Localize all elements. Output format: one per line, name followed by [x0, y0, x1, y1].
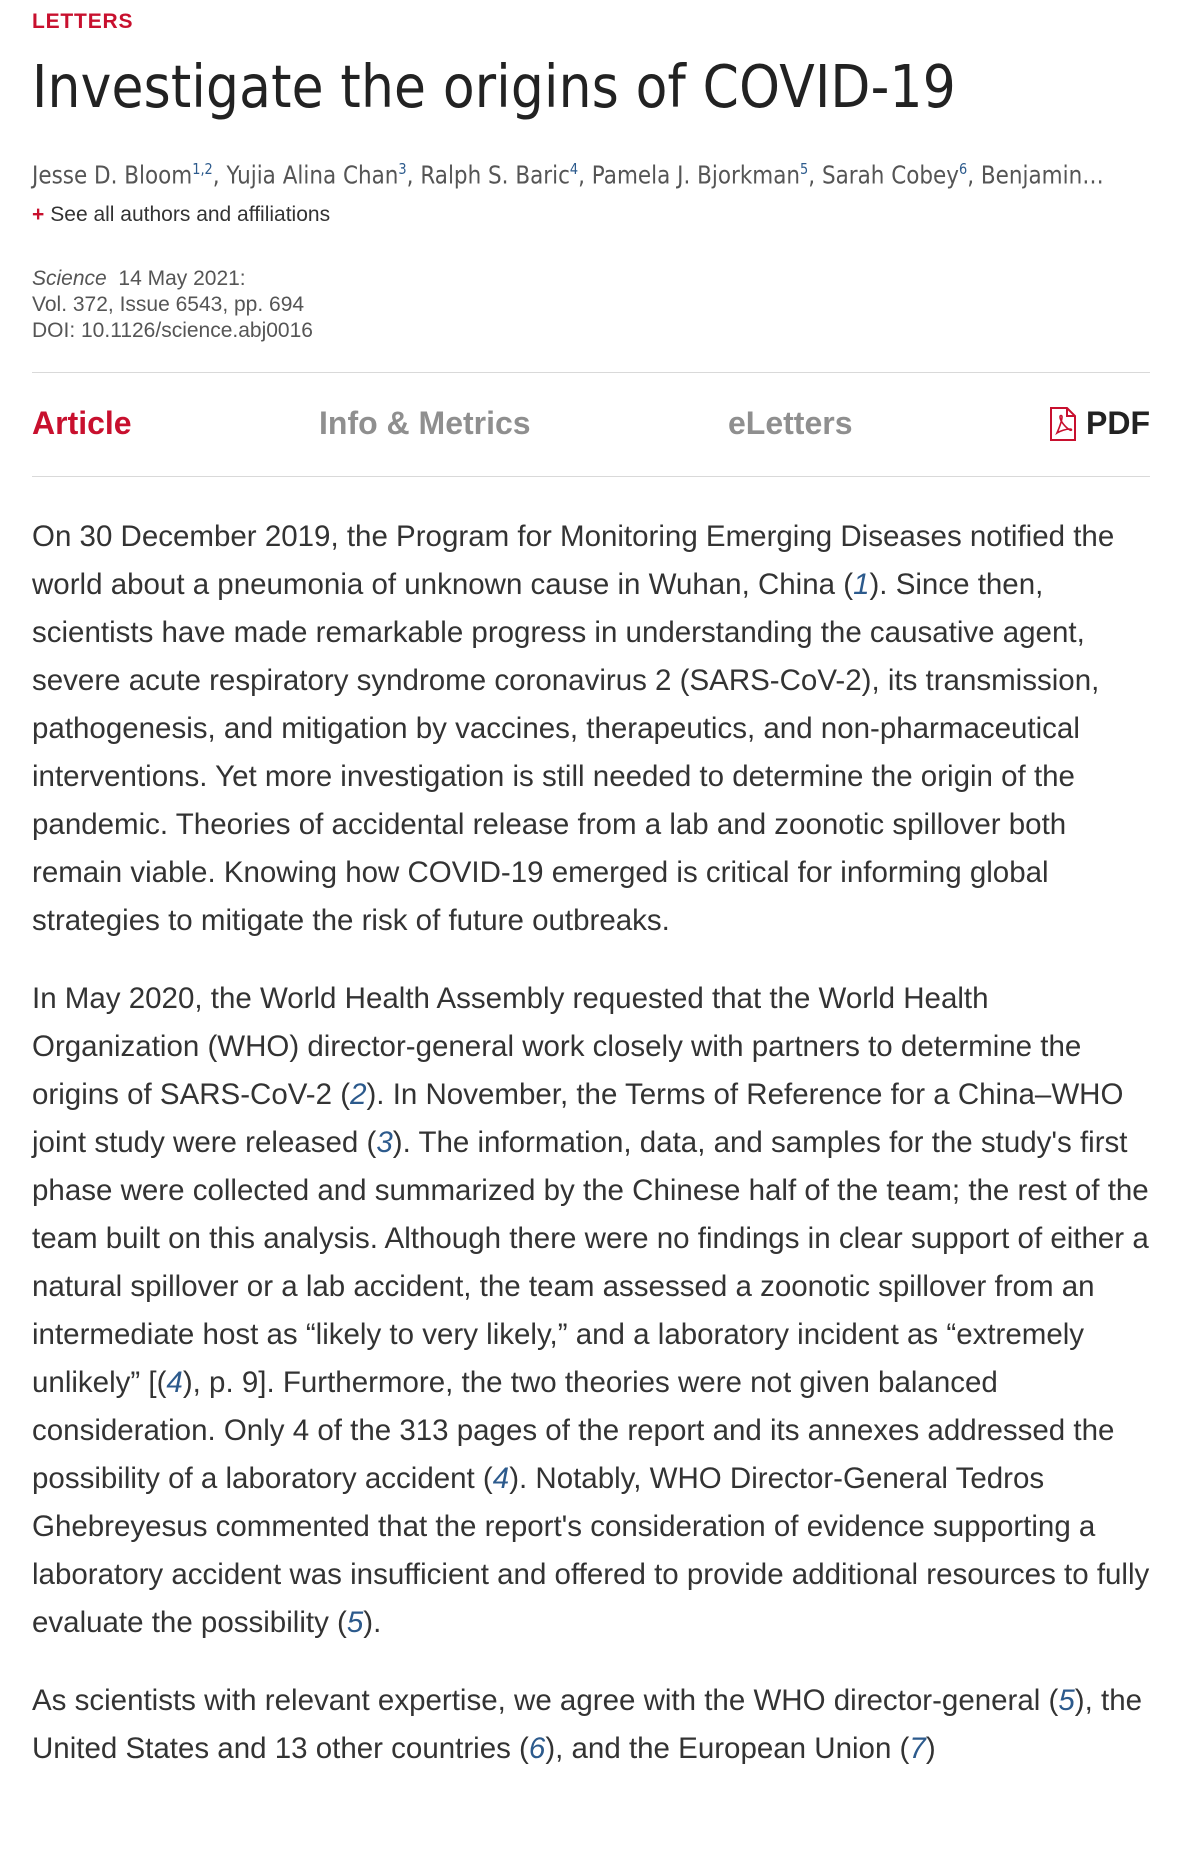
body-paragraph: [32, 513, 1157, 945]
paragraph-text: As scientists with relevant expertise, we agree with the WHO director-general (: [32, 1684, 1059, 1717]
reference-link[interactable]: 7: [909, 1732, 926, 1765]
reference-link[interactable]: 4: [492, 1462, 510, 1495]
affiliation-number[interactable]: 6: [959, 160, 968, 178]
reference-link[interactable]: 4: [166, 1366, 183, 1399]
article-body: [32, 513, 1157, 1803]
author-name[interactable]: Jesse D. Bloom: [32, 160, 193, 190]
tab-eletters[interactable]: eLetters: [728, 405, 853, 441]
journal-name: Science: [32, 267, 107, 290]
paragraph-text: In May 2020, the World Health Assembly requested that the World Health Organization (WHO) director-general work closely with partners to determine the origins of SARS-CoV-2 (: [32, 982, 1082, 1111]
affiliation-number[interactable]: 1,2: [192, 160, 213, 178]
paragraph-text: ). Since then, scientists have made remarkable progress in understanding the causative agent, severe acute respiratory syndrome coronavirus 2 (SARS-CoV-2), its transmission, pathogenesis, and mitigation by vaccines, therapeutics, and non-pharmaceutical interventions. Yet more investigation is still needed to determine the origin of the pandemic. Theories of accidental release from a lab and zoonotic spillover both remain viable. Knowing how COVID-19 emerged is critical for informing global strategies to mitigate the risk of future outbreaks.: [32, 568, 1100, 937]
divider-top: [32, 372, 1150, 373]
author-name[interactable]: Ralph S. Baric: [420, 160, 570, 190]
citation-block: [32, 266, 313, 344]
paragraph-text: ), and the European Union (: [545, 1732, 910, 1765]
author-list: Jesse D. Bloom$^{1,2}$, Yujia Alina Chan$^3$, Ralph S. Baric$^4$, Pamela J. Bjorkman$^5$, Sarah Cobey$^6$, Benjamin…: [32, 160, 1104, 190]
see-all-authors-link[interactable]: [32, 203, 330, 227]
article-tabs: [32, 405, 1150, 445]
volume-info: Vol. 372, Issue 6543, pp. 694: [32, 293, 305, 316]
doi: DOI: 10.1126/science.abj0016: [32, 319, 313, 342]
author-name[interactable]: Pamela J. Bjorkman: [591, 160, 801, 190]
article-title: Investigate the origins of COVID-19: [32, 52, 956, 121]
author-name[interactable]: Sarah Cobey: [821, 160, 960, 190]
paragraph-text: ), the United States and 13 other countries (: [32, 1684, 1143, 1765]
paragraph-text: On 30 December 2019, the Program for Monitoring Emerging Diseases notified the world about a pneumonia of unknown cause in Wuhan, China (: [32, 520, 1115, 601]
paragraph-text: ). In November, the Terms of Reference for a China–WHO joint study were released (: [32, 1078, 1124, 1159]
reference-link[interactable]: 2: [350, 1078, 367, 1111]
author-name[interactable]: Benjamin…: [980, 160, 1104, 190]
reference-link[interactable]: 1: [853, 568, 870, 601]
publication-date: 14 May 2021:: [118, 267, 246, 290]
paragraph-text: ). The information, data, and samples for the study's first phase were collected and summarized by the Chinese half of the team; the rest of the team built on this analysis. Although there were no findings in clear support of either a natural spillover or a lab accident, the team assessed a zoonotic spillover from an intermediate host as “likely to very likely,” and a laboratory incident as “extremely unlikely” [(: [32, 1126, 1149, 1399]
reference-link[interactable]: 6: [528, 1732, 546, 1765]
affiliation-number[interactable]: 4: [569, 160, 579, 178]
tab-info-metrics[interactable]: Info & Metrics: [319, 405, 531, 441]
pdf-icon: [1048, 406, 1078, 442]
paragraph-text: ), p. 9]. Furthermore, the two theories were not given balanced consideration. Only 4 of the 313 pages of the report and its annexes addressed the possibility of a laboratory accident (: [32, 1366, 1115, 1495]
pdf-label: PDF: [1086, 405, 1150, 441]
body-paragraph: [32, 975, 1157, 1647]
affiliation-number[interactable]: 3: [398, 160, 407, 178]
see-all-authors-label: See all authors and affiliations: [50, 203, 331, 226]
section-label: LETTERS: [32, 10, 134, 33]
affiliation-number[interactable]: 5: [800, 160, 809, 178]
paragraph-text: ).: [363, 1606, 382, 1639]
paragraph-text: ). Notably, WHO Director-General Tedros Ghebreyesus commented that the report's consideration of evidence supporting a laboratory accident was insufficient and offered to provide additional resources to fully evaluate the possibility (: [32, 1462, 1150, 1639]
reference-link[interactable]: 5: [346, 1606, 364, 1639]
reference-link[interactable]: 3: [376, 1126, 393, 1159]
reference-link[interactable]: 5: [1058, 1684, 1075, 1717]
tab-article[interactable]: Article: [32, 405, 132, 441]
tab-pdf[interactable]: [1048, 405, 1150, 442]
author-name[interactable]: Yujia Alina Chan: [226, 160, 399, 190]
paragraph-text: ): [925, 1732, 936, 1765]
divider-bottom: [32, 476, 1150, 477]
body-paragraph: [32, 1677, 1157, 1773]
plus-icon: +: [32, 203, 45, 226]
